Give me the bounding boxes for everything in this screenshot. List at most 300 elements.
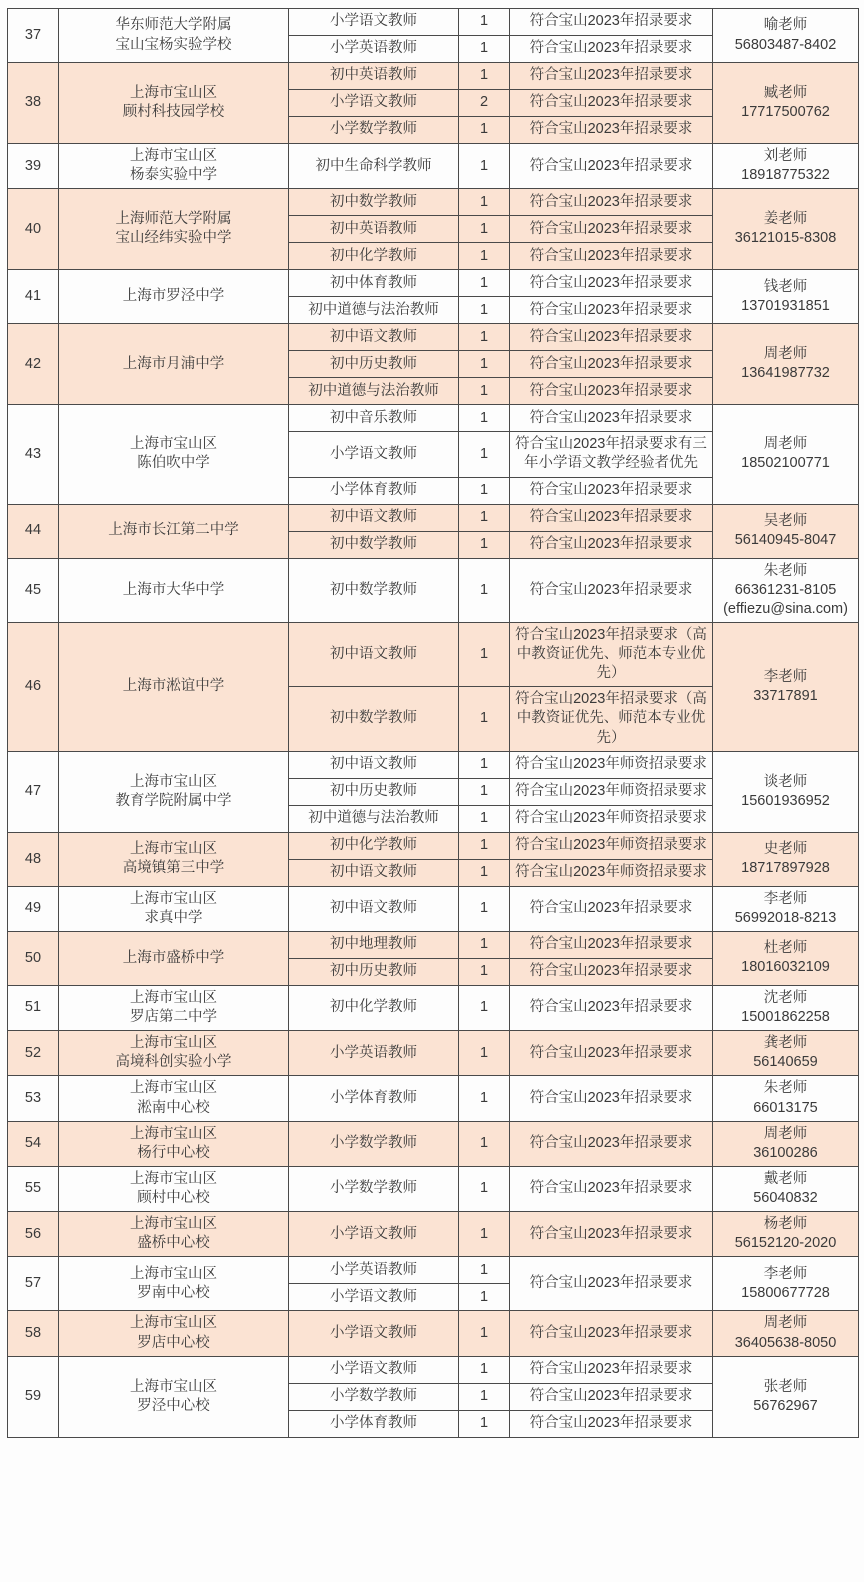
row-number-cell: 56 (8, 1212, 59, 1257)
requirement-cell: 符合宝山2023年招录要求 (510, 1212, 713, 1257)
position-title-cell: 初中英语教师 (289, 216, 459, 243)
school-name-line: 上海师范大学附属 (115, 211, 232, 228)
school-name-line: 罗泾中心校 (137, 1397, 210, 1414)
recruitment-table (7, 8, 859, 1438)
vacancy-count-cell: 1 (459, 378, 510, 405)
school-name-cell (59, 1257, 289, 1311)
school-name-line: 宝山经纬实验中学 (115, 230, 232, 247)
school-name-cell (59, 144, 289, 189)
school-name-cell (59, 1212, 289, 1257)
school-name-line: 高境镇第三中学 (122, 860, 225, 877)
contact-line: 周老师 (763, 436, 808, 453)
contact-cell (713, 9, 859, 63)
school-name-line: 杨行中心校 (137, 1144, 210, 1161)
contact-cell (713, 1076, 859, 1121)
position-title-cell: 小学数学教师 (289, 1166, 459, 1211)
contact-cell (713, 886, 859, 931)
school-name-line: 罗店第二中学 (130, 1009, 217, 1025)
position-title-cell: 初中体育教师 (289, 270, 459, 297)
table-row (8, 622, 859, 686)
requirement-cell: 符合宝山2023年招录要求 (510, 1410, 713, 1437)
requirement-cell: 符合宝山2023年招录要求 (510, 1257, 713, 1311)
row-number-cell: 52 (8, 1031, 59, 1076)
requirement-cell: 符合宝山2023年招录要求 (510, 1121, 713, 1166)
position-title-cell: 初中道德与法治教师 (289, 297, 459, 324)
contact-line: 13701931851 (741, 297, 830, 314)
position-title-cell: 小学语文教师 (289, 432, 459, 477)
position-title-cell: 初中语文教师 (289, 622, 459, 686)
contact-cell (713, 985, 859, 1030)
vacancy-count-cell: 1 (459, 1076, 510, 1121)
row-number-cell: 40 (8, 189, 59, 270)
school-name-cell (59, 405, 289, 504)
school-name-cell (59, 1076, 289, 1121)
requirement-cell: 符合宝山2023年师资招录要求 (510, 805, 713, 832)
contact-line: 18016032109 (741, 959, 830, 976)
contact-cell (713, 324, 859, 405)
position-title-cell: 初中语文教师 (289, 886, 459, 931)
school-name-line: 上海市宝山区 (130, 1265, 217, 1282)
requirement-cell: 符合宝山2023年招录要求有三年小学语文教学经验者优先 (510, 432, 713, 477)
vacancy-count-cell: 1 (459, 687, 510, 751)
requirement-cell: 符合宝山2023年招录要求 (510, 477, 713, 504)
position-title-cell: 小学语文教师 (289, 1212, 459, 1257)
requirement-cell: 符合宝山2023年招录要求 (510, 243, 713, 270)
school-name-line: 上海市宝山区 (130, 841, 217, 857)
school-name-line: 罗店中心校 (137, 1334, 210, 1351)
table-row (8, 1212, 859, 1257)
vacancy-count-cell: 1 (459, 859, 510, 886)
school-name-line: 上海市大华中学 (122, 581, 225, 598)
vacancy-count-cell: 1 (459, 778, 510, 805)
contact-line: 56040832 (753, 1190, 818, 1206)
row-number-cell: 37 (8, 9, 59, 63)
position-title-cell: 小学语文教师 (289, 90, 459, 117)
requirement-cell: 符合宝山2023年招录要求（高中教资证优先、师范本专业优先） (510, 622, 713, 686)
school-name-cell (59, 622, 289, 751)
position-title-cell: 小学语文教师 (289, 1284, 459, 1311)
contact-line: 周老师 (763, 346, 808, 363)
school-name-line: 陈伯吹中学 (137, 455, 210, 472)
school-name-line: 高境科创实验小学 (115, 1054, 232, 1071)
school-name-line: 顾村科技园学校 (122, 104, 225, 120)
school-name-cell (59, 558, 289, 622)
row-number-cell: 41 (8, 270, 59, 324)
row-number-cell: 39 (8, 144, 59, 189)
row-number-cell: 43 (8, 405, 59, 504)
contact-line: 喻老师 (763, 17, 808, 34)
contact-line: 15601936952 (741, 792, 830, 809)
school-name-line: 上海市宝山区 (130, 1315, 217, 1332)
school-name-cell (59, 1356, 289, 1437)
school-name-cell (59, 751, 289, 832)
vacancy-count-cell: 1 (459, 805, 510, 832)
contact-cell (713, 405, 859, 504)
requirement-cell: 符合宝山2023年招录要求 (510, 216, 713, 243)
vacancy-count-cell: 1 (459, 832, 510, 859)
vacancy-count-cell: 1 (459, 1121, 510, 1166)
position-title-cell: 小学语文教师 (289, 9, 459, 36)
vacancy-count-cell: 1 (459, 622, 510, 686)
requirement-cell: 符合宝山2023年师资招录要求 (510, 859, 713, 886)
requirement-cell: 符合宝山2023年招录要求 (510, 1166, 713, 1211)
row-number-cell: 47 (8, 751, 59, 832)
position-title-cell: 初中道德与法治教师 (289, 378, 459, 405)
contact-line: 姜老师 (763, 211, 808, 228)
vacancy-count-cell: 1 (459, 405, 510, 432)
requirement-cell: 符合宝山2023年招录要求 (510, 504, 713, 531)
row-number-cell: 49 (8, 886, 59, 931)
vacancy-count-cell: 1 (459, 1284, 510, 1311)
position-title-cell: 小学体育教师 (289, 1076, 459, 1121)
requirement-cell: 符合宝山2023年招录要求 (510, 351, 713, 378)
school-name-cell (59, 1031, 289, 1076)
school-name-line: 淞南中心校 (137, 1099, 210, 1116)
position-title-cell: 初中生命科学教师 (289, 144, 459, 189)
contact-line: 18502100771 (741, 455, 830, 472)
table-row (8, 751, 859, 778)
requirement-cell: 符合宝山2023年招录要求（高中教资证优先、师范本专业优先） (510, 687, 713, 751)
contact-cell (713, 1166, 859, 1211)
school-name-line: 上海市宝山区 (130, 1125, 217, 1142)
vacancy-count-cell: 1 (459, 432, 510, 477)
vacancy-count-cell: 1 (459, 1031, 510, 1076)
contact-line: 36121015-8308 (734, 230, 837, 247)
school-name-line: 上海市宝山区 (130, 148, 217, 164)
table-row (8, 985, 859, 1030)
table-row (8, 270, 859, 297)
contact-cell (713, 558, 859, 622)
contact-cell (713, 189, 859, 270)
vacancy-count-cell: 1 (459, 985, 510, 1030)
position-title-cell: 初中数学教师 (289, 531, 459, 558)
school-name-line: 上海市宝山区 (130, 1035, 217, 1052)
requirement-cell: 符合宝山2023年招录要求 (510, 931, 713, 958)
row-number-cell: 58 (8, 1311, 59, 1356)
school-name-line: 上海市宝山区 (130, 84, 217, 101)
row-number-cell: 44 (8, 504, 59, 558)
contact-cell (713, 1311, 859, 1356)
requirement-cell: 符合宝山2023年招录要求 (510, 297, 713, 324)
contact-cell (713, 1257, 859, 1311)
vacancy-count-cell: 1 (459, 351, 510, 378)
contact-line: 56762967 (753, 1397, 818, 1414)
row-number-cell: 46 (8, 622, 59, 751)
table-row (8, 405, 859, 432)
table-row (8, 1031, 859, 1076)
school-name-line: 上海市宝山区 (130, 890, 217, 907)
school-name-line: 杨泰实验中学 (130, 167, 217, 184)
contact-line: 刘老师 (763, 148, 808, 164)
position-title-cell: 初中语文教师 (289, 859, 459, 886)
school-name-line: 上海市宝山区 (130, 1216, 217, 1233)
table-row (8, 504, 859, 531)
school-name-cell (59, 886, 289, 931)
requirement-cell: 符合宝山2023年招录要求 (510, 63, 713, 90)
vacancy-count-cell: 1 (459, 1410, 510, 1437)
contact-cell (713, 832, 859, 886)
position-title-cell: 初中语文教师 (289, 324, 459, 351)
vacancy-count-cell: 1 (459, 144, 510, 189)
contact-cell (713, 1031, 859, 1076)
contact-cell (713, 144, 859, 189)
requirement-cell: 符合宝山2023年招录要求 (510, 558, 713, 622)
contact-line: 66361231-8105 (734, 581, 837, 598)
row-number-cell: 57 (8, 1257, 59, 1311)
requirement-cell: 符合宝山2023年招录要求 (510, 9, 713, 36)
vacancy-count-cell: 1 (459, 63, 510, 90)
table-row (8, 1121, 859, 1166)
row-number-cell: 53 (8, 1076, 59, 1121)
row-number-cell: 42 (8, 324, 59, 405)
row-number-cell: 51 (8, 985, 59, 1030)
requirement-cell: 符合宝山2023年师资招录要求 (510, 751, 713, 778)
contact-line: 张老师 (763, 1378, 808, 1395)
contact-cell (713, 622, 859, 751)
vacancy-count-cell: 1 (459, 1212, 510, 1257)
school-name-cell (59, 931, 289, 985)
school-name-line: 上海市宝山区 (130, 989, 217, 1006)
contact-line: 杨老师 (763, 1216, 808, 1233)
position-title-cell: 初中历史教师 (289, 958, 459, 985)
requirement-cell: 符合宝山2023年招录要求 (510, 144, 713, 189)
contact-line: 18717897928 (741, 860, 830, 877)
contact-line: 杜老师 (763, 940, 808, 957)
position-title-cell: 初中化学教师 (289, 985, 459, 1030)
contact-line: 沈老师 (763, 989, 808, 1006)
contact-line: 戴老师 (763, 1170, 808, 1187)
vacancy-count-cell: 1 (459, 477, 510, 504)
row-number-cell: 45 (8, 558, 59, 622)
requirement-cell: 符合宝山2023年招录要求 (510, 270, 713, 297)
contact-cell (713, 270, 859, 324)
school-name-line: 上海市宝山区 (130, 436, 217, 453)
requirement-cell: 符合宝山2023年招录要求 (510, 324, 713, 351)
table-row (8, 1356, 859, 1383)
school-name-cell (59, 1311, 289, 1356)
table-row (8, 1257, 859, 1284)
position-title-cell: 初中英语教师 (289, 63, 459, 90)
school-name-cell (59, 504, 289, 558)
recruitment-table-body (8, 9, 859, 1438)
school-name-cell (59, 985, 289, 1030)
contact-line: 龚老师 (763, 1035, 808, 1052)
position-title-cell: 初中音乐教师 (289, 405, 459, 432)
requirement-cell: 符合宝山2023年招录要求 (510, 886, 713, 931)
vacancy-count-cell: 1 (459, 531, 510, 558)
contact-line: 15001862258 (741, 1009, 830, 1025)
row-number-cell: 54 (8, 1121, 59, 1166)
vacancy-count-cell: 1 (459, 1311, 510, 1356)
contact-line: 56140659 (753, 1054, 818, 1071)
position-title-cell: 小学数学教师 (289, 1121, 459, 1166)
requirement-cell: 符合宝山2023年招录要求 (510, 958, 713, 985)
requirement-cell: 符合宝山2023年师资招录要求 (510, 778, 713, 805)
school-name-line: 罗南中心校 (137, 1284, 210, 1301)
contact-line: 钱老师 (763, 278, 808, 295)
contact-line: 13641987732 (741, 365, 830, 382)
contact-line: 史老师 (763, 841, 808, 857)
contact-line: 18918775322 (741, 167, 830, 184)
position-title-cell: 小学英语教师 (289, 1031, 459, 1076)
school-name-cell (59, 1121, 289, 1166)
school-name-line: 顾村中心校 (137, 1190, 210, 1206)
school-name-cell (59, 63, 289, 144)
school-name-line: 上海市月浦中学 (122, 355, 225, 372)
position-title-cell: 小学英语教师 (289, 36, 459, 63)
vacancy-count-cell: 1 (459, 36, 510, 63)
position-title-cell: 小学数学教师 (289, 1383, 459, 1410)
table-row (8, 324, 859, 351)
contact-line: 56803487-8402 (734, 36, 837, 53)
requirement-cell: 符合宝山2023年招录要求 (510, 1356, 713, 1383)
requirement-cell: 符合宝山2023年招录要求 (510, 985, 713, 1030)
contact-line: 56152120-2020 (734, 1235, 837, 1252)
school-name-line: 求真中学 (144, 909, 203, 926)
table-row (8, 558, 859, 622)
school-name-line: 宝山宝杨实验学校 (115, 36, 232, 53)
vacancy-count-cell: 1 (459, 243, 510, 270)
vacancy-count-cell: 1 (459, 504, 510, 531)
contact-line: 36100286 (753, 1144, 818, 1161)
contact-line: 周老师 (763, 1125, 808, 1142)
vacancy-count-cell: 1 (459, 297, 510, 324)
contact-line: 56140945-8047 (734, 532, 837, 548)
school-name-line: 上海市罗泾中学 (122, 288, 225, 305)
vacancy-count-cell: 2 (459, 90, 510, 117)
table-row (8, 832, 859, 859)
position-title-cell: 初中数学教师 (289, 687, 459, 751)
contact-line: 17717500762 (741, 104, 830, 120)
contact-cell (713, 1212, 859, 1257)
table-row (8, 1076, 859, 1121)
school-name-cell (59, 324, 289, 405)
vacancy-count-cell: 1 (459, 751, 510, 778)
school-name-line: 上海市宝山区 (130, 1170, 217, 1187)
vacancy-count-cell: 1 (459, 558, 510, 622)
position-title-cell: 初中地理教师 (289, 931, 459, 958)
vacancy-count-cell: 1 (459, 270, 510, 297)
vacancy-count-cell: 1 (459, 1383, 510, 1410)
vacancy-count-cell: 1 (459, 189, 510, 216)
contact-cell (713, 504, 859, 558)
requirement-cell: 符合宝山2023年招录要求 (510, 90, 713, 117)
position-title-cell: 初中化学教师 (289, 243, 459, 270)
contact-cell (713, 63, 859, 144)
contact-cell (713, 1121, 859, 1166)
contact-line: 李老师 (763, 1265, 808, 1282)
school-name-line: 上海市盛桥中学 (122, 949, 225, 966)
contact-line: 臧老师 (763, 84, 808, 101)
vacancy-count-cell: 1 (459, 1166, 510, 1211)
vacancy-count-cell: 1 (459, 931, 510, 958)
vacancy-count-cell: 1 (459, 216, 510, 243)
contact-line: (effiezu@sina.com) (723, 600, 848, 617)
position-title-cell: 初中数学教师 (289, 189, 459, 216)
requirement-cell: 符合宝山2023年招录要求 (510, 1383, 713, 1410)
position-title-cell: 初中语文教师 (289, 504, 459, 531)
contact-line: 吴老师 (763, 512, 808, 529)
contact-line: 33717891 (753, 687, 818, 704)
school-name-line: 教育学院附属中学 (115, 792, 232, 809)
table-row (8, 189, 859, 216)
vacancy-count-cell: 1 (459, 1356, 510, 1383)
school-name-line: 上海市淞谊中学 (122, 678, 225, 695)
requirement-cell: 符合宝山2023年招录要求 (510, 1311, 713, 1356)
table-row (8, 144, 859, 189)
vacancy-count-cell: 1 (459, 1257, 510, 1284)
position-title-cell: 小学语文教师 (289, 1356, 459, 1383)
contact-cell (713, 1356, 859, 1437)
table-row (8, 886, 859, 931)
requirement-cell: 符合宝山2023年招录要求 (510, 405, 713, 432)
position-title-cell: 初中化学教师 (289, 832, 459, 859)
school-name-line: 上海市宝山区 (130, 1378, 217, 1395)
contact-line: 66013175 (753, 1099, 818, 1116)
position-title-cell: 小学数学教师 (289, 117, 459, 144)
contact-line: 15800677728 (741, 1284, 830, 1301)
contact-line: 李老师 (763, 668, 808, 685)
requirement-cell: 符合宝山2023年招录要求 (510, 531, 713, 558)
table-row (8, 9, 859, 36)
contact-line: 谈老师 (763, 773, 808, 790)
position-title-cell: 初中历史教师 (289, 351, 459, 378)
position-title-cell: 小学语文教师 (289, 1311, 459, 1356)
school-name-line: 盛桥中心校 (137, 1235, 210, 1252)
vacancy-count-cell: 1 (459, 117, 510, 144)
requirement-cell: 符合宝山2023年招录要求 (510, 117, 713, 144)
position-title-cell: 小学英语教师 (289, 1257, 459, 1284)
school-name-cell (59, 9, 289, 63)
requirement-cell: 符合宝山2023年招录要求 (510, 378, 713, 405)
contact-line: 56992018-8213 (734, 909, 837, 926)
requirement-cell: 符合宝山2023年招录要求 (510, 1031, 713, 1076)
school-name-line: 上海市宝山区 (130, 773, 217, 790)
position-title-cell: 初中语文教师 (289, 751, 459, 778)
row-number-cell: 59 (8, 1356, 59, 1437)
school-name-line: 上海市宝山区 (130, 1080, 217, 1097)
vacancy-count-cell: 1 (459, 958, 510, 985)
row-number-cell: 50 (8, 931, 59, 985)
position-title-cell: 初中道德与法治教师 (289, 805, 459, 832)
row-number-cell: 48 (8, 832, 59, 886)
position-title-cell: 初中历史教师 (289, 778, 459, 805)
row-number-cell: 55 (8, 1166, 59, 1211)
contact-line: 朱老师 (763, 562, 808, 579)
position-title-cell: 初中数学教师 (289, 558, 459, 622)
contact-cell (713, 751, 859, 832)
requirement-cell: 符合宝山2023年招录要求 (510, 1076, 713, 1121)
school-name-cell (59, 832, 289, 886)
table-row (8, 1166, 859, 1211)
position-title-cell: 小学体育教师 (289, 477, 459, 504)
contact-line: 朱老师 (763, 1080, 808, 1097)
requirement-cell: 符合宝山2023年师资招录要求 (510, 832, 713, 859)
requirement-cell: 符合宝山2023年招录要求 (510, 36, 713, 63)
table-row (8, 1311, 859, 1356)
school-name-cell (59, 1166, 289, 1211)
contact-line: 36405638-8050 (734, 1334, 837, 1351)
contact-line: 周老师 (763, 1315, 808, 1332)
school-name-cell (59, 270, 289, 324)
row-number-cell: 38 (8, 63, 59, 144)
requirement-cell: 符合宝山2023年招录要求 (510, 189, 713, 216)
vacancy-count-cell: 1 (459, 324, 510, 351)
position-title-cell: 小学体育教师 (289, 1410, 459, 1437)
vacancy-count-cell: 1 (459, 886, 510, 931)
school-name-line: 上海市长江第二中学 (108, 522, 239, 539)
contact-cell (713, 931, 859, 985)
